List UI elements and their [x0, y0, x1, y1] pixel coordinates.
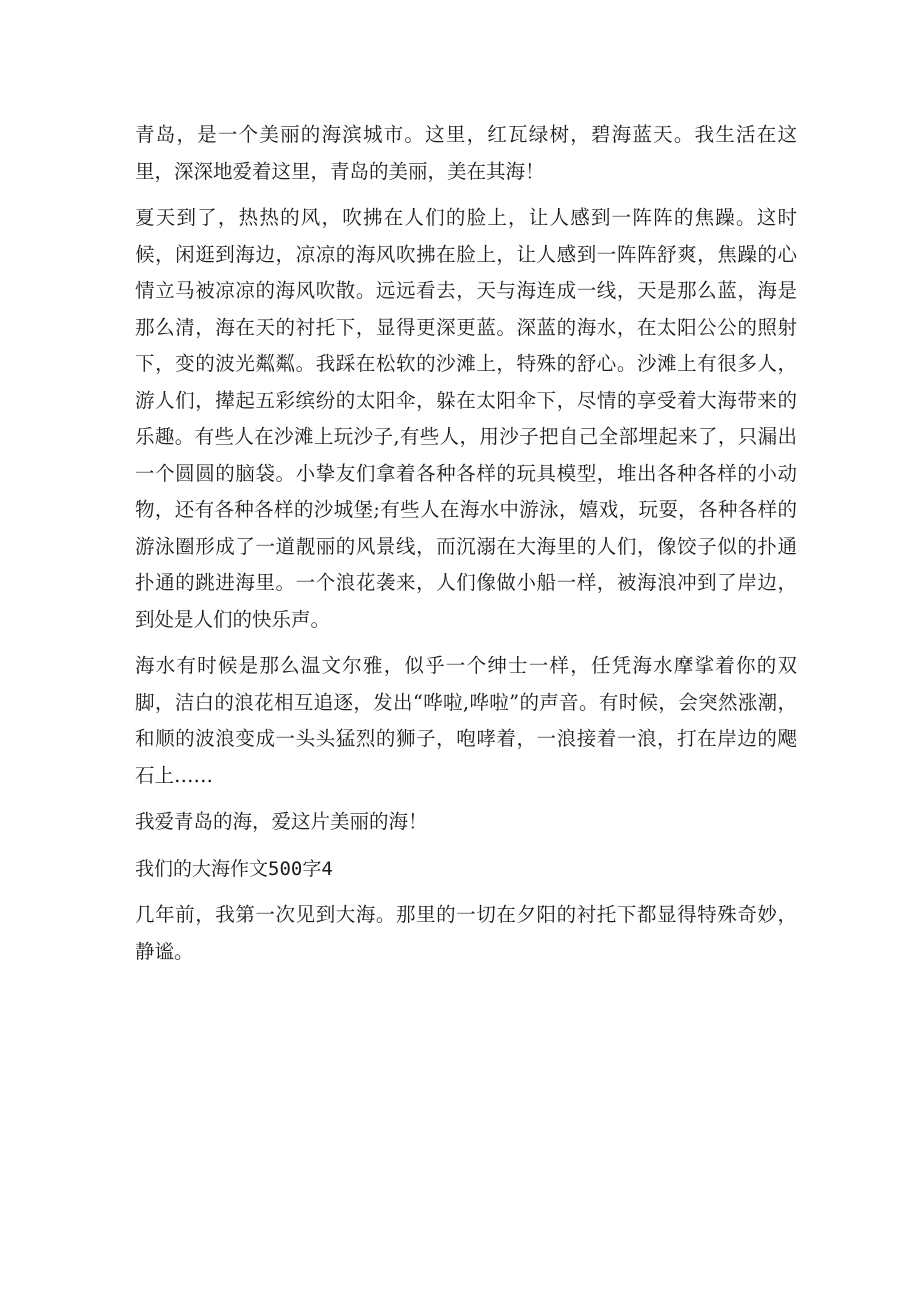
paragraph-summer-beach: 夏天到了，热热的风，吹拂在人们的脸上，让人感到一阵阵的焦躁。这时候，闲逛到海边，凉凉的海风吹拂在脸上，让人感到一阵阵舒爽，焦躁的心情立马被凉凉的海风吹散。远远看去，天与海连成一线，天是那么蓝，海是那么清，海在天的衬托下，显得更深更蓝。深蓝的海水，在太阳公公的照射下，变的波光粼粼。我踩在松软的沙滩上，特殊的舒心。沙滩上有很多人，游人们，撵起五彩缤纷的太阳伞，躲在太阳伞下，尽情的享受着大海带来的乐趣。有些人在沙滩上玩沙子,有些人，用沙子把自己全部埋起来了，只漏出一个圆圆的脑袋。小挚友们拿着各种各样的玩具模型，堆出各种各样的小动物，还有各种各样的沙城堡;有些人在海水中游泳，嬉戏，玩耍，各种各样的游泳圈形成了一道靓丽的风景线，而沉溺在大海里的人们，像饺子似的扑通扑通的跳进海里。一个浪花袭来，人们像做小船一样，被海浪冲到了岸边，到处是人们的快乐声。 [135, 206, 797, 631]
paragraph-sea-moods: 海水有时候是那么温文尔雅，似乎一个绅士一样，任凭海水摩挲着你的双脚，洁白的浪花相互追逐，发出“哗啦,哗啦”的声音。有时候，会突然涨潮，和顺的波浪变成一头头猛烈的狮子，咆哮着，一浪接着一浪，打在岸边的飔石上…… [135, 654, 797, 787]
essay-heading: 我们的大海作文500字4 [135, 857, 333, 880]
paragraph-love-sea: 我爱青岛的海，爱这片美丽的海！ [135, 810, 428, 833]
paragraph-first-sight: 几年前，我第一次见到大海。那里的一切在夕阳的衬托下都显得特殊奇妙，静谧。 [135, 903, 797, 963]
document-body [135, 117, 797, 980]
paragraph-intro: 青岛，是一个美丽的海滨城市。这里，红瓦绿树，碧海蓝天。我生活在这里，深深地爱着这里，青岛的美丽，美在其海！ [135, 123, 797, 183]
